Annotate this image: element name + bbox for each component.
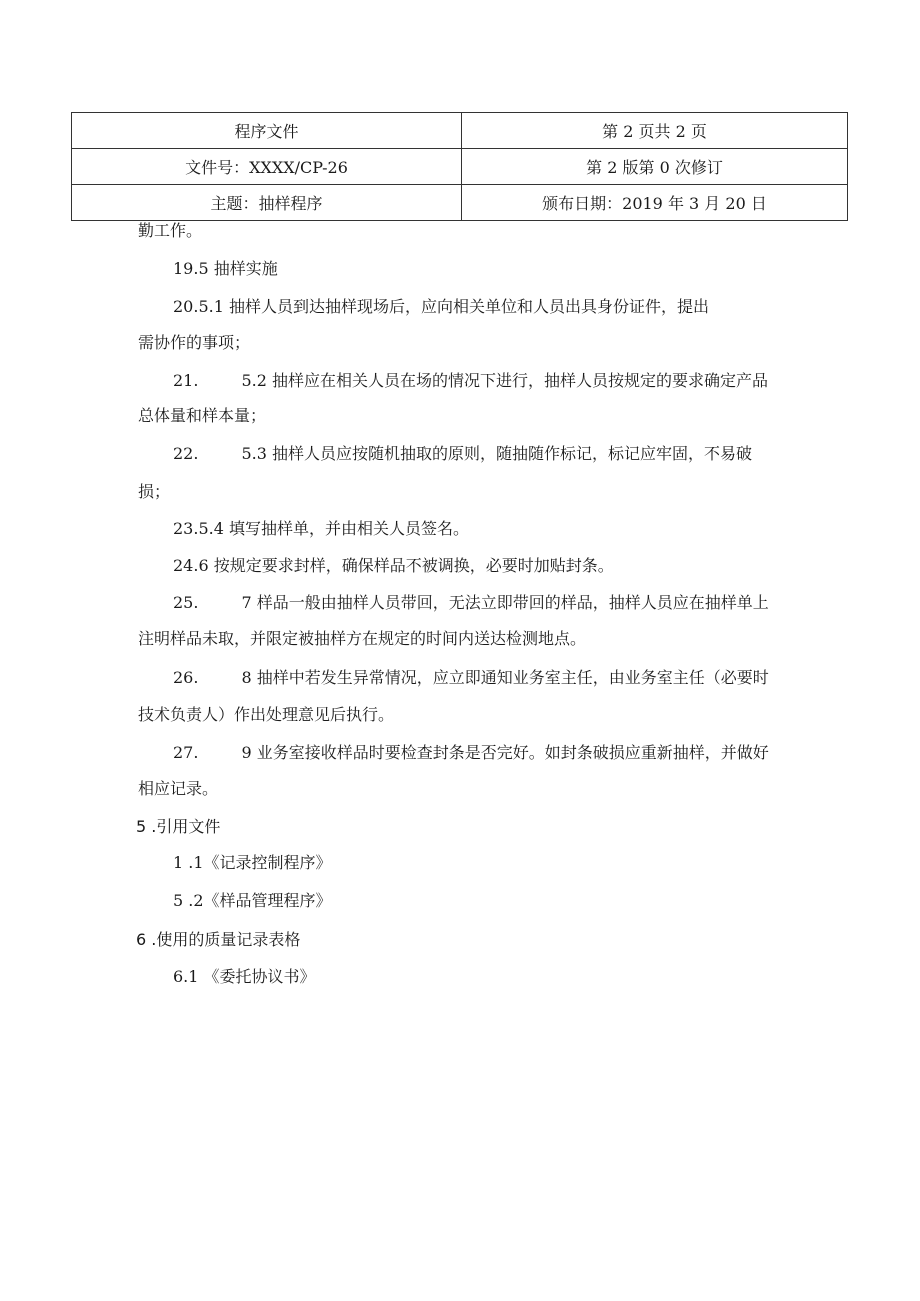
section-5-title: 5 .引用文件 bbox=[136, 817, 221, 836]
continuation-line: 勤工作。 bbox=[138, 221, 203, 240]
item-21-number: 21. bbox=[173, 371, 199, 390]
item-26-number: 26. bbox=[173, 668, 199, 687]
page-info-cell: 第 2 页共 2 页 bbox=[462, 113, 848, 149]
item-25-text: 7 样品一般由抽样人员带回，无法立即带回的样品，抽样人员应在抽样单上 bbox=[241, 593, 769, 612]
item-27-line2: 相应记录。 bbox=[138, 779, 219, 798]
item-19-5: 19.5 抽样实施 bbox=[173, 259, 278, 278]
subject-cell: 主题：抽样程序 bbox=[72, 185, 462, 221]
item-27-text: 9 业务室接收样品时要检查封条是否完好。如封条破损应重新抽样，并做好 bbox=[241, 743, 769, 762]
item-23: 23.5.4 填写抽样单，并由相关人员签名。 bbox=[173, 519, 469, 538]
item-26-line2: 技术负责人）作出处理意见后执行。 bbox=[138, 705, 395, 724]
item-21-line2: 总体量和样本量； bbox=[138, 406, 267, 425]
item-21-text: 5.2 抽样应在相关人员在场的情况下进行，抽样人员按规定的要求确定产品 bbox=[241, 371, 768, 390]
item-22-line1 bbox=[173, 443, 752, 465]
item-27-number: 27. bbox=[173, 743, 199, 762]
item-26-text: 8 抽样中若发生异常情况，应立即通知业务室主任，由业务室主任（必要时 bbox=[241, 668, 769, 687]
version-cell: 第 2 版第 0 次修订 bbox=[462, 149, 848, 185]
item-25-number: 25. bbox=[173, 593, 199, 612]
item-21-line1 bbox=[173, 370, 768, 392]
item-20-line2: 需协作的事项； bbox=[138, 333, 251, 352]
item-26-line1 bbox=[173, 667, 769, 689]
item-22-number: 22. bbox=[173, 444, 199, 463]
item-20-line1: 20.5.1 抽样人员到达抽样现场后，应向相关单位和人员出具身份证件，提出 bbox=[173, 297, 709, 316]
file-number-cell: 文件号：XXXX/CP-26 bbox=[72, 149, 462, 185]
doc-type-cell: 程序文件 bbox=[72, 113, 462, 149]
reference-item-1: 1 .1《记录控制程序》 bbox=[173, 853, 332, 872]
issue-date-cell: 颁布日期：2019 年 3 月 20 日 bbox=[462, 185, 848, 221]
section-6-title: 6 .使用的质量记录表格 bbox=[136, 930, 301, 949]
item-24: 24.6 按规定要求封样，确保样品不被调换，必要时加贴封条。 bbox=[173, 556, 614, 575]
item-22-line2: 损； bbox=[138, 482, 171, 501]
document-header-table bbox=[71, 112, 848, 221]
item-22-text: 5.3 抽样人员应按随机抽取的原则，随抽随作标记，标记应牢固，不易破 bbox=[241, 444, 752, 463]
item-25-line1 bbox=[173, 592, 769, 614]
reference-item-2: 5 .2《样品管理程序》 bbox=[173, 891, 332, 910]
item-27-line1 bbox=[173, 742, 769, 764]
form-item-1: 6.1 《委托协议书》 bbox=[173, 967, 316, 986]
item-25-line2: 注明样品未取，并限定被抽样方在规定的时间内送达检测地点。 bbox=[138, 629, 587, 648]
